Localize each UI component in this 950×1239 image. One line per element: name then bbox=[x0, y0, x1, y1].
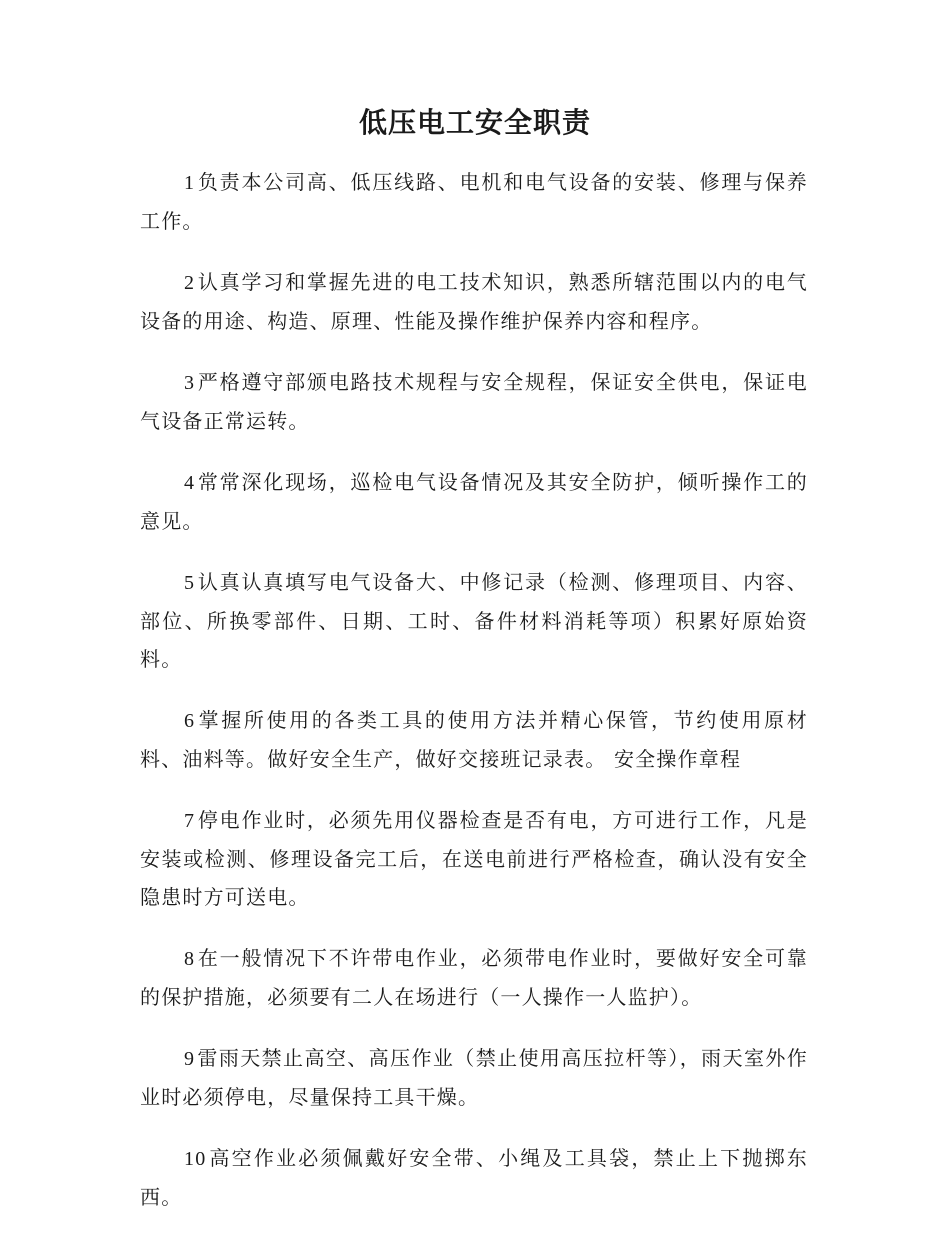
clause-text: 停电作业时，必须先用仪器检查是否有电，方可进行工作，凡是安装或检测、修理设备完工后，在送电前进行严格检查，确认没有安全隐患时方可送电。 bbox=[140, 808, 808, 909]
clause-7 bbox=[140, 801, 808, 916]
clause-1 bbox=[140, 163, 808, 240]
clause-text: 认真学习和掌握先进的电工技术知识，熟悉所辖范围以内的电气设备的用途、构造、原理、性能及操作维护保养内容和程序。 bbox=[140, 270, 808, 333]
clause-text: 常常深化现场，巡检电气设备情况及其安全防护，倾听操作工的意见。 bbox=[140, 470, 808, 533]
clause-text: 严格遵守部颁电路技术规程与安全规程，保证安全供电，保证电气设备正常运转。 bbox=[140, 370, 808, 433]
clause-number: 6 bbox=[184, 710, 196, 732]
clause-text: 负责本公司高、低压线路、电机和电气设备的安装、修理与保养工作。 bbox=[140, 170, 808, 233]
clause-text: 在一般情况下不许带电作业，必须带电作业时，要做好安全可靠的保护措施，必须要有二人在场进行（一人操作一人监护）。 bbox=[140, 946, 808, 1009]
clause-8 bbox=[140, 939, 808, 1016]
document-title: 低压电工安全职责 bbox=[358, 106, 591, 139]
clause-text: 掌握所使用的各类工具的使用方法并精心保管，节约使用原材料、油料等。做好安全生产，做好交接班记录表。 安全操作章程 bbox=[140, 708, 808, 771]
clause-number: 8 bbox=[184, 948, 196, 970]
clause-number: 9 bbox=[184, 1048, 196, 1070]
clause-text: 雷雨天禁止高空、高压作业（禁止使用高压拉杆等），雨天室外作业时必须停电，尽量保持工具干燥。 bbox=[140, 1046, 808, 1109]
clause-10 bbox=[140, 1139, 808, 1216]
clause-list bbox=[140, 163, 808, 1239]
clause-number: 4 bbox=[184, 472, 196, 494]
clause-number: 7 bbox=[184, 810, 196, 832]
clause-number: 5 bbox=[184, 572, 196, 594]
clause-number: 3 bbox=[184, 372, 196, 394]
clause-text: 高空作业必须佩戴好安全带、小绳及工具袋，禁止上下抛掷东西。 bbox=[140, 1146, 808, 1209]
clause-9 bbox=[140, 1039, 808, 1116]
clause-number: 10 bbox=[184, 1148, 207, 1170]
clause-number: 2 bbox=[184, 272, 196, 294]
clause-5 bbox=[140, 563, 808, 678]
clause-4 bbox=[140, 463, 808, 540]
clause-text: 认真认真填写电气设备大、中修记录（检测、修理项目、内容、部位、所换零部件、日期、工时、备件材料消耗等项）积累好原始资料。 bbox=[140, 570, 808, 671]
clause-number: 1 bbox=[184, 172, 196, 194]
clause-2 bbox=[140, 263, 808, 340]
clause-6 bbox=[140, 701, 808, 778]
clause-3 bbox=[140, 363, 808, 440]
